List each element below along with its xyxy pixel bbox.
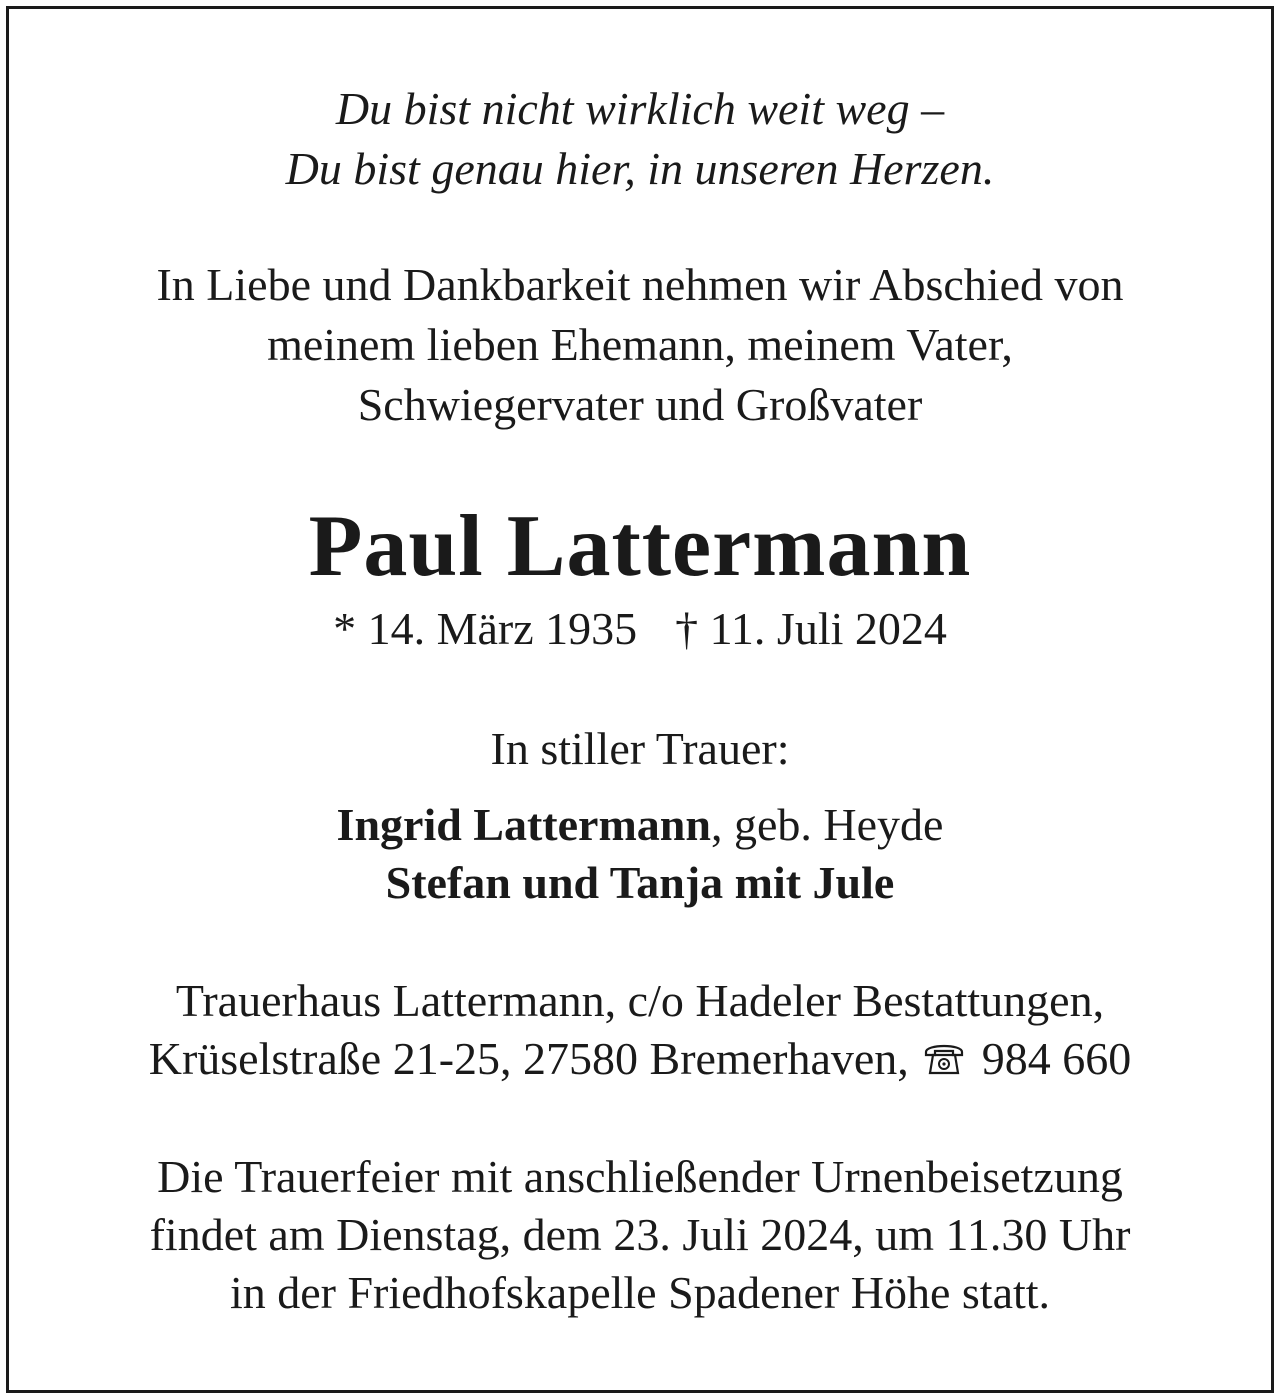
birth-date: * 14. März 1935 [333, 603, 638, 654]
life-dates [9, 599, 1271, 659]
intro-line-3: Schwiegervater und Großvater [357, 379, 923, 430]
verse-line-2: Du bist genau hier, in unseren Herzen. [285, 143, 995, 194]
ceremony-line-1: Die Trauerfeier mit anschließender Urnenbeisetzung [157, 1151, 1123, 1202]
mourner-family: Stefan und Tanja mit Jule [385, 857, 895, 908]
intro-line-2: meinem lieben Ehemann, meinem Vater, [267, 319, 1013, 370]
phone-number: 984 660 [981, 1033, 1132, 1084]
deceased-name: Paul Lattermann [308, 498, 972, 595]
wife-name: Ingrid Lattermann [336, 799, 711, 850]
death-date: † 11. Juli 2024 [675, 603, 947, 654]
obituary-notice [9, 9, 1271, 1390]
verse-line-1: Du bist nicht wirklich weit weg – [335, 83, 945, 134]
address-line-1: Trauerhaus Lattermann, c/o Hadeler Bestattungen, [175, 975, 1105, 1026]
telephone-icon [922, 1033, 966, 1093]
mourner-wife [9, 795, 1271, 855]
ad-border-frame [6, 6, 1274, 1393]
address-line-2 [9, 1029, 1271, 1093]
mourners-heading: In stiller Trauer: [490, 723, 790, 774]
intro-line-1: In Liebe und Dankbarkeit nehmen wir Abschied von [156, 259, 1124, 310]
address-street-city: Krüselstraße 21-25, 27580 Bremerhaven, [148, 1033, 909, 1084]
wife-suffix: , geb. Heyde [710, 799, 944, 850]
ceremony-line-2: findet am Dienstag, dem 23. Juli 2024, um 11.30 Uhr [149, 1209, 1131, 1260]
ceremony-line-3: in der Friedhofskapelle Spadener Höhe statt. [229, 1267, 1051, 1318]
